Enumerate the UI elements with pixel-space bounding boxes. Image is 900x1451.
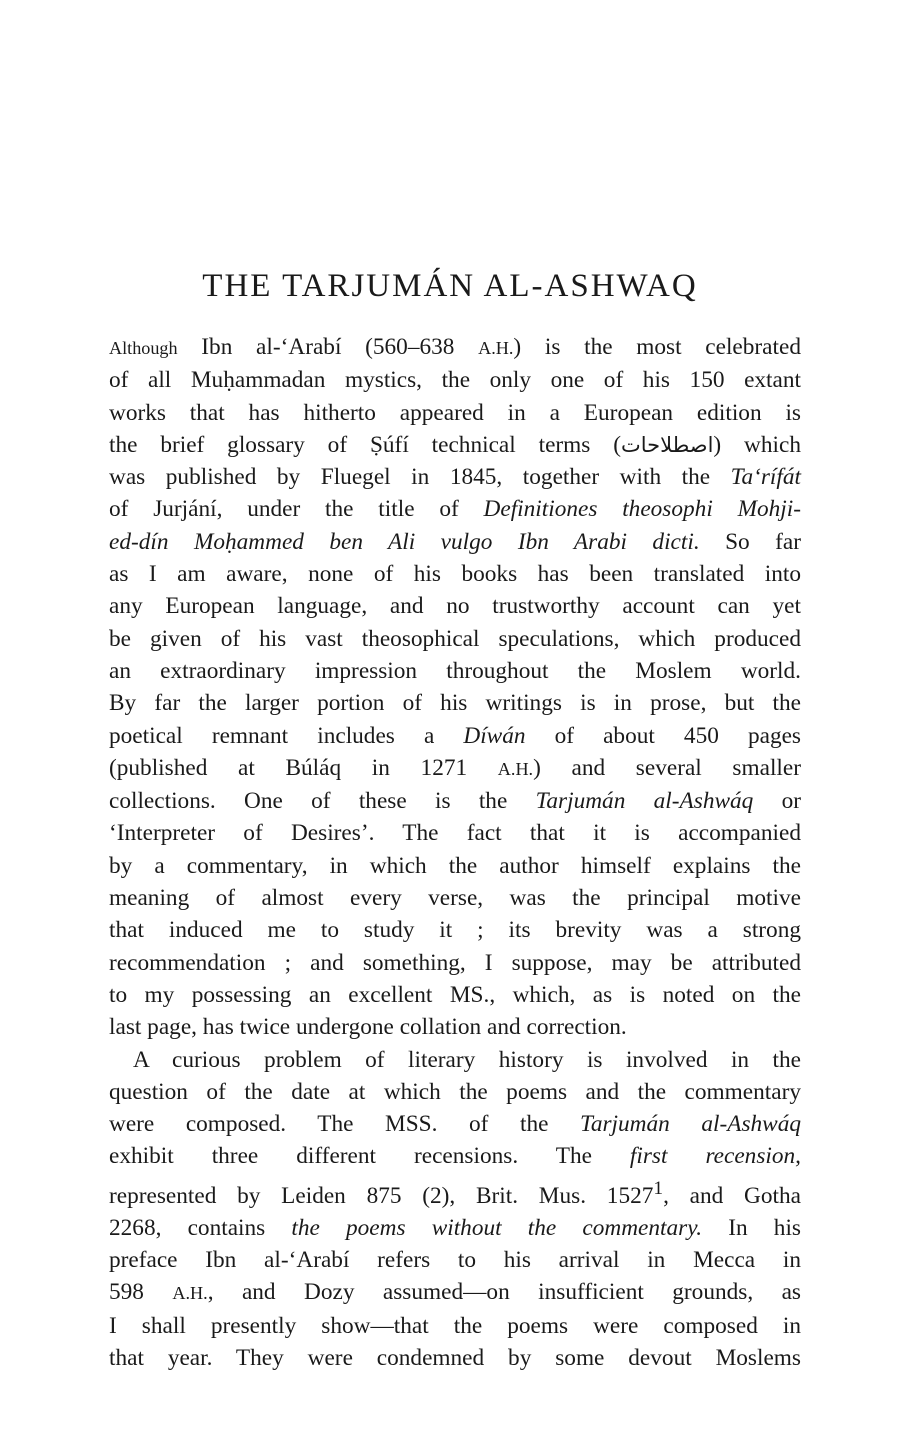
italic-phrase: Definitiones theosophi Mohji- bbox=[483, 496, 801, 523]
text-segment: poetical remnant includes a bbox=[109, 722, 464, 749]
italic-phrase: ed-dín Moḥammed ben Ali vulgo Ibn Arabi dicti. bbox=[109, 528, 700, 555]
text-segment: اصطلاحات bbox=[620, 432, 714, 457]
text-line bbox=[109, 493, 801, 525]
body-text bbox=[109, 331, 801, 1374]
text-segment: collections. One of these is the bbox=[109, 788, 536, 815]
text-segment: 598 bbox=[109, 1279, 173, 1306]
text-segment: an extraordinary impression throughout the Moslem world. bbox=[109, 657, 801, 684]
text-segment: were composed. The MSS. of the bbox=[109, 1111, 580, 1138]
italic-phrase: the poems without the commentary. bbox=[291, 1214, 703, 1241]
text-segment: of about 450 pages bbox=[525, 722, 801, 749]
italic-phrase: Tarjumán al-Ashwáq bbox=[580, 1111, 801, 1138]
text-line bbox=[109, 817, 801, 849]
text-line bbox=[109, 979, 801, 1011]
text-line bbox=[109, 461, 801, 493]
text-segment: In his bbox=[702, 1214, 801, 1241]
text-segment: 2268, contains bbox=[109, 1214, 292, 1241]
italic-phrase: first recension, bbox=[629, 1143, 801, 1170]
text-line bbox=[109, 1342, 801, 1374]
text-line bbox=[109, 720, 801, 752]
text-segment: be given of his vast theosophical speculations, which produced bbox=[109, 625, 801, 652]
text-line bbox=[109, 331, 801, 364]
text-segment: Ibn al-ʻArabí (560–638 bbox=[177, 334, 479, 360]
text-segment: question of the date at which the poems and the commentary bbox=[109, 1078, 801, 1105]
text-segment: Although bbox=[109, 338, 178, 358]
text-segment: exhibit three different recensions. The bbox=[109, 1143, 630, 1170]
text-segment: (published at Búláq in 1271 bbox=[109, 754, 498, 781]
text-line bbox=[109, 914, 801, 946]
text-segment: represented by Leiden 875 (2), Brit. Mus. 1527 bbox=[109, 1182, 654, 1209]
text-line bbox=[109, 947, 801, 979]
text-segment: ) which bbox=[713, 431, 801, 458]
text-line bbox=[109, 752, 801, 785]
text-segment: that year. They were condemned by some devout Moslems bbox=[109, 1344, 801, 1371]
text-line bbox=[109, 1140, 801, 1172]
text-segment: of Jurjání, under the title of bbox=[109, 496, 484, 523]
text-line bbox=[109, 364, 801, 396]
text-segment: by a commentary, in which the author himself explains the bbox=[109, 852, 801, 879]
italic-phrase: Tarjumán al-Ashwáq bbox=[535, 788, 754, 815]
text-line bbox=[109, 1173, 801, 1212]
text-line bbox=[109, 429, 801, 461]
text-line bbox=[109, 1276, 801, 1309]
text-line bbox=[109, 397, 801, 429]
text-line bbox=[109, 850, 801, 882]
text-line bbox=[109, 785, 801, 817]
text-segment: or bbox=[753, 788, 802, 815]
text-segment: A.H. bbox=[478, 338, 514, 358]
text-segment: preface Ibn al-ʻArabí refers to his arrival in Mecca in bbox=[109, 1247, 801, 1274]
text-line bbox=[109, 558, 801, 590]
text-segment: works that has hitherto appeared in a European edition is bbox=[109, 399, 801, 426]
text-line bbox=[109, 1044, 801, 1076]
text-segment: ) and several smaller bbox=[533, 754, 801, 781]
text-segment: By far the larger portion of his writings is in prose, but the bbox=[109, 690, 801, 717]
text-line bbox=[109, 1310, 801, 1342]
text-segment: last page, has twice undergone collation and correction. bbox=[109, 1014, 627, 1041]
text-segment: of all Muḥammadan mystics, the only one of his 150 extant bbox=[109, 367, 801, 394]
text-line bbox=[109, 590, 801, 622]
text-segment: that induced me to study it ; its brevity was a strong bbox=[109, 917, 801, 944]
text-segment: recommendation ; and something, I suppose, may be attributed bbox=[109, 949, 801, 976]
text-line bbox=[109, 1244, 801, 1276]
footnote-mark: 1 bbox=[653, 1177, 664, 1199]
text-segment: , and Dozy assumed—on insufficient grounds, as bbox=[207, 1279, 801, 1306]
italic-phrase: Taʻrífát bbox=[730, 464, 801, 491]
text-line bbox=[109, 623, 801, 655]
text-segment: A curious problem of literary history is involved in the bbox=[133, 1046, 801, 1073]
text-segment: A.H. bbox=[497, 758, 534, 779]
chapter-title: THE TARJUMÁN AL-ASHWAQ bbox=[202, 268, 698, 304]
text-segment: ) is the most celebrated bbox=[513, 334, 801, 360]
text-segment: to my possessing an excellent MS., which, as is noted on the bbox=[109, 981, 801, 1008]
italic-phrase: Díwán bbox=[463, 722, 526, 749]
text-line bbox=[109, 526, 801, 558]
text-segment: was published by Fluegel in 1845, together with the bbox=[109, 464, 731, 491]
text-line bbox=[109, 1108, 801, 1140]
text-line bbox=[109, 1011, 801, 1043]
text-line bbox=[109, 882, 801, 914]
text-segment: as I am aware, none of his books has been translated into bbox=[109, 561, 801, 588]
text-segment: the brief glossary of Ṣúfí technical terms ( bbox=[109, 431, 621, 458]
text-line bbox=[109, 1212, 801, 1244]
text-segment: meaning of almost every verse, was the principal motive bbox=[109, 885, 801, 912]
text-segment: I shall presently show—that the poems were composed in bbox=[109, 1312, 801, 1339]
text-line bbox=[109, 655, 801, 687]
text-segment: So far bbox=[699, 528, 801, 555]
text-segment: A.H. bbox=[172, 1283, 208, 1304]
text-segment: ‘Interpreter of Desires’. The fact that it is accompanied bbox=[109, 820, 801, 847]
text-segment: , and Gotha bbox=[663, 1182, 801, 1209]
text-line bbox=[109, 1076, 801, 1108]
text-line bbox=[109, 687, 801, 719]
text-segment: any European language, and no trustworthy account can yet bbox=[109, 593, 801, 620]
